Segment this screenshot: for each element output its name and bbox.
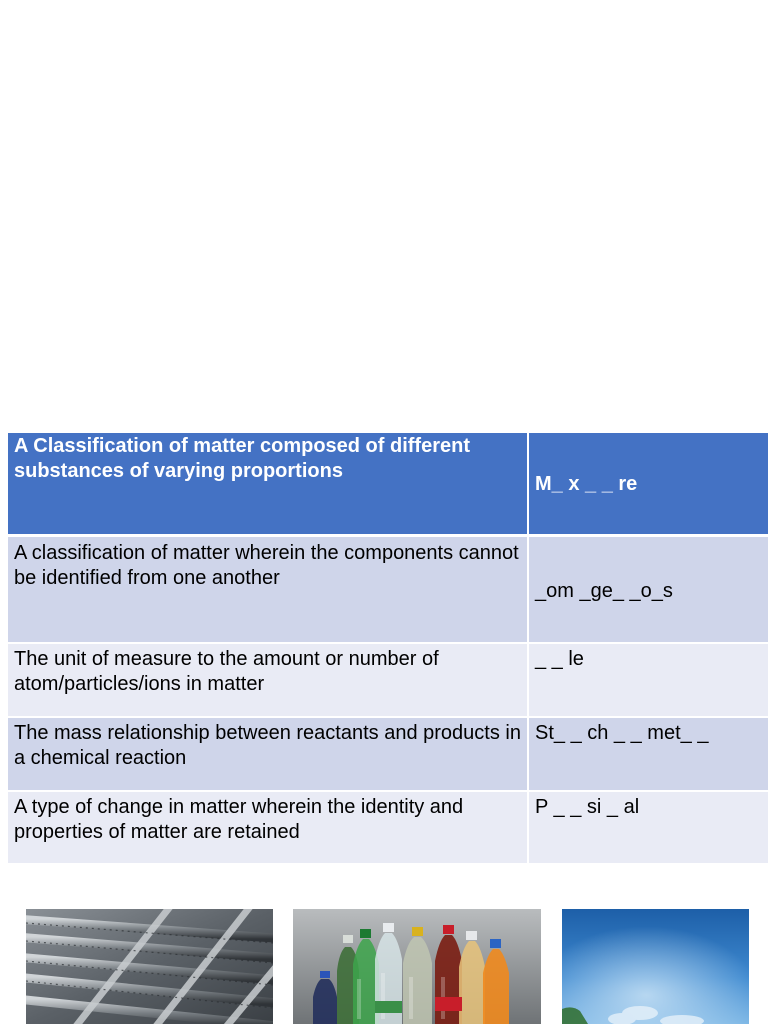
blue-sky-photo bbox=[562, 909, 749, 1024]
table-row bbox=[8, 791, 768, 863]
answer-cell: P _ _ si _ al bbox=[528, 791, 768, 863]
quiz-table bbox=[8, 433, 768, 863]
clue-cell: The unit of measure to the amount or number of atom/particles/ions in matter bbox=[8, 643, 528, 717]
answer-cell: _om _ge_ _o_s bbox=[528, 536, 768, 644]
header-answer-cell: M_ x _ _ re bbox=[528, 433, 768, 536]
answer-cell: _ _ le bbox=[528, 643, 768, 717]
soda-bottles-photo bbox=[293, 909, 541, 1024]
table-row bbox=[8, 536, 768, 644]
table-row bbox=[8, 717, 768, 791]
table-header-row bbox=[8, 433, 768, 536]
header-clue-cell: A Classification of matter composed of different substances of varying proportions bbox=[8, 433, 528, 536]
table-row bbox=[8, 643, 768, 717]
clue-cell: A type of change in matter wherein the identity and properties of matter are retained bbox=[8, 791, 528, 863]
clue-cell: The mass relationship between reactants and products in a chemical reaction bbox=[8, 717, 528, 791]
answer-cell: St_ _ ch _ _ met_ _ bbox=[528, 717, 768, 791]
clue-cell: A classification of matter wherein the components cannot be identified from one another bbox=[8, 536, 528, 644]
steel-rebar-photo bbox=[26, 909, 273, 1024]
